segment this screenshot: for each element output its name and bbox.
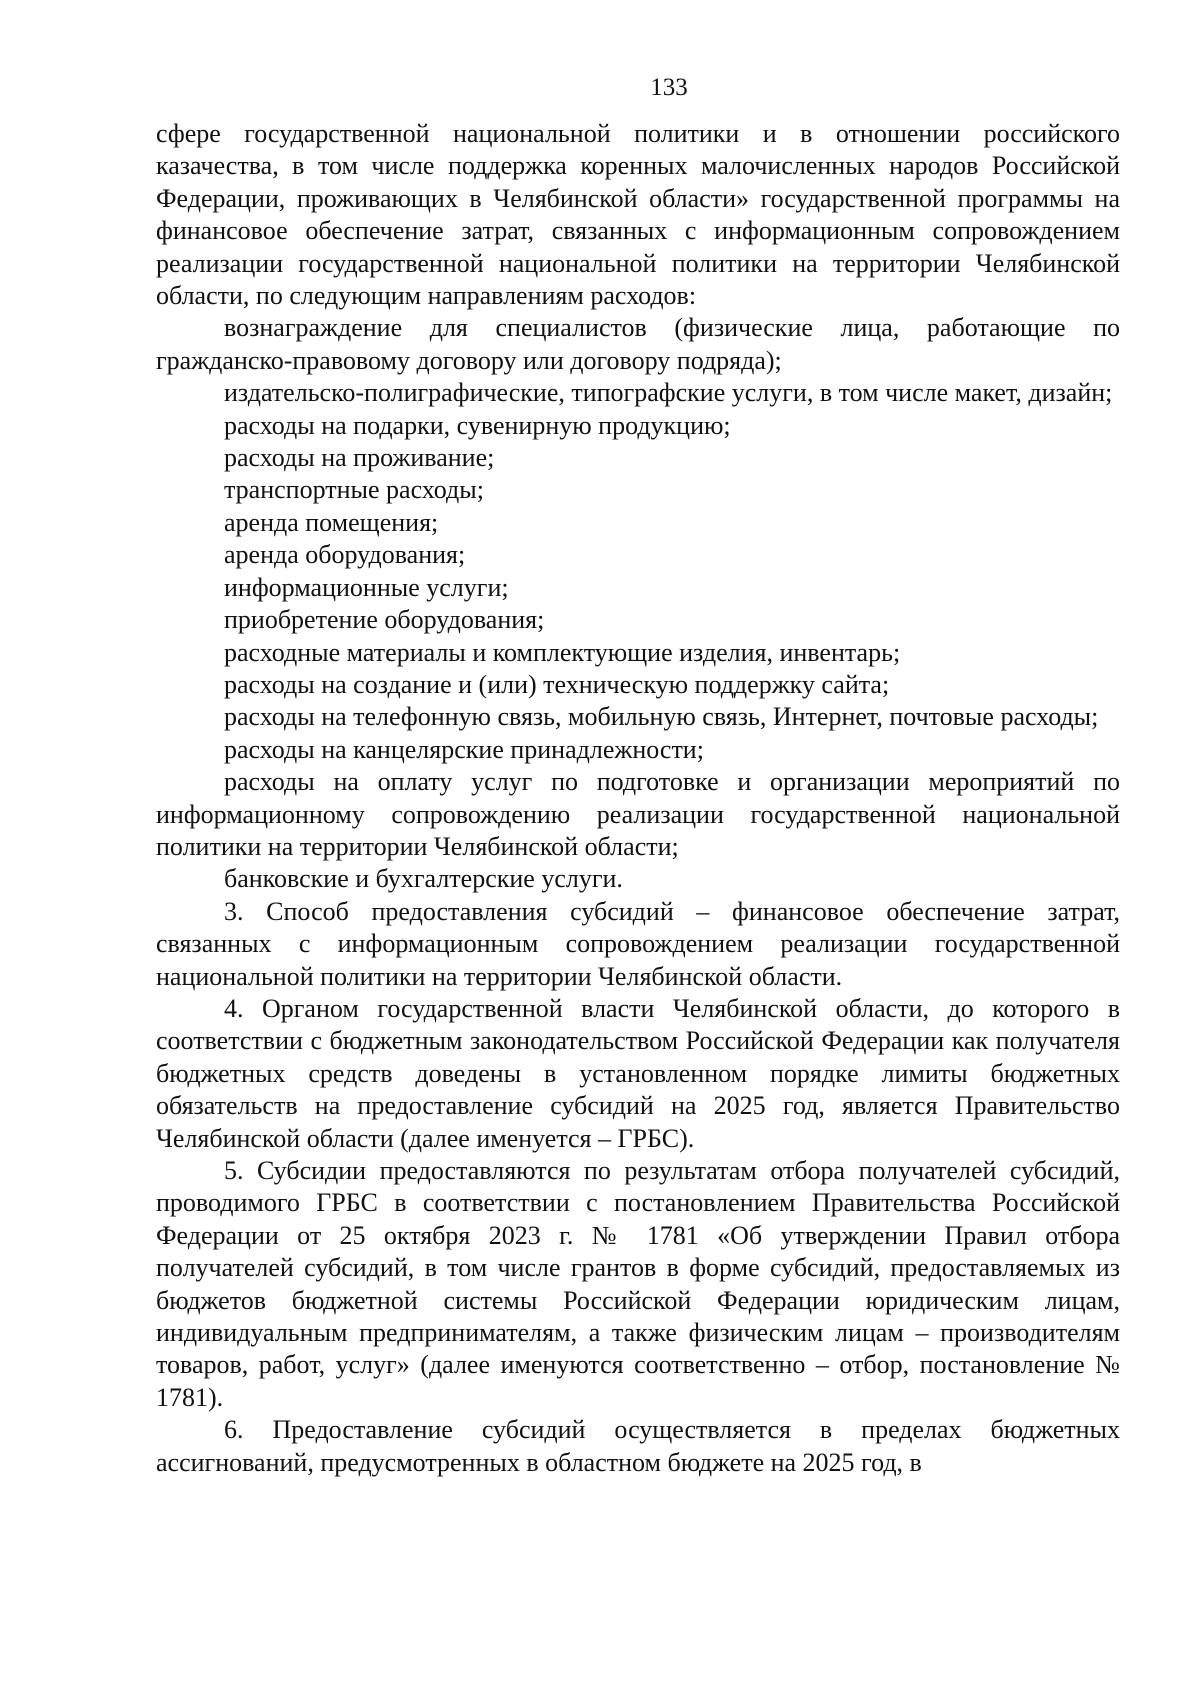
list-item: расходы на создание и (или) техническую поддержку сайта; [224, 669, 890, 699]
list-item: банковские и бухгалтерские услуги. [224, 864, 623, 894]
list-item: информационные услуги; [224, 572, 509, 602]
paragraph-continuation: сфере государственной национальной политики и в отношении российского казачества, в том числе поддержка коренных малочисленных народов Российской Федерации, проживающих в Челябинской области» государственной программы на финансовое обеспечение затрат, связанных с информационным сопровождением реализации государственной национальной политики на территории Челябинской области, по следующим направлениям расходов: [156, 119, 1120, 311]
list-item: аренда помещения; [224, 507, 439, 537]
list-item: приобретение оборудования; [224, 605, 545, 635]
section-paragraph-5: 5. Субсидии предоставляются по результатам отбора получателей субсидий, проводимого ГРБС в соответствии с постановлением Правительства Российской Федерации от 25 октября 2023 г. № 1781 «Об утверждении Правил отбора получателей субсидий, в том числе грантов в форме субсидий, предоставляемых из бюджетов бюджетной системы Российской Федерации юридическим лицам, индивидуальным предпринимателям, а также физическим лицам – производителям товаров, работ, услуг» (далее именуются соответственно – отбор, постановление № 1781). [156, 1156, 1120, 1412]
list-item: расходные материалы и комплектующие изделия, инвентарь; [224, 637, 901, 667]
list-item: расходы на канцелярские принадлежности; [224, 734, 704, 764]
list-item: транспортные расходы; [224, 475, 484, 505]
list-item: расходы на оплату услуг по подготовке и организации мероприятий по информационному сопровождению реализации государственной национальной политики на территории Челябинской области; [156, 767, 1120, 861]
section-paragraph-3: 3. Способ предоставления субсидий – финансовое обеспечение затрат, связанных с информационным сопровождением реализации государственной национальной политики на территории Челябинской области. [156, 896, 1120, 991]
list-item: вознаграждение для специалистов (физические лица, работающие по гражданско-правовому договору или договору подряда); [156, 313, 1120, 375]
list-item: аренда оборудования; [224, 540, 466, 570]
document-body [156, 118, 1120, 1479]
page-number: 133 [650, 74, 688, 101]
list-item: расходы на телефонную связь, мобильную связь, Интернет, почтовые расходы; [224, 702, 1099, 732]
section-paragraph-6: 6. Предоставление субсидий осуществляется в пределах бюджетных ассигнований, предусмотренных в областном бюджете на 2025 год, в [156, 1415, 1120, 1477]
list-item: расходы на проживание; [224, 443, 495, 473]
list-item: издательско-полиграфические, типографские услуги, в том числе макет, дизайн; [224, 378, 1113, 408]
section-paragraph-4: 4. Органом государственной власти Челябинской области, до которого в соответствии с бюджетным законодательством Российской Федерации как получателя бюджетных средств доведены в установленном порядке лимиты бюджетных обязательств на предоставление субсидий на 2025 год, является Правительство Челябинской области (далее именуется – ГРБС). [156, 993, 1120, 1153]
list-item: расходы на подарки, сувенирную продукцию; [224, 410, 731, 440]
